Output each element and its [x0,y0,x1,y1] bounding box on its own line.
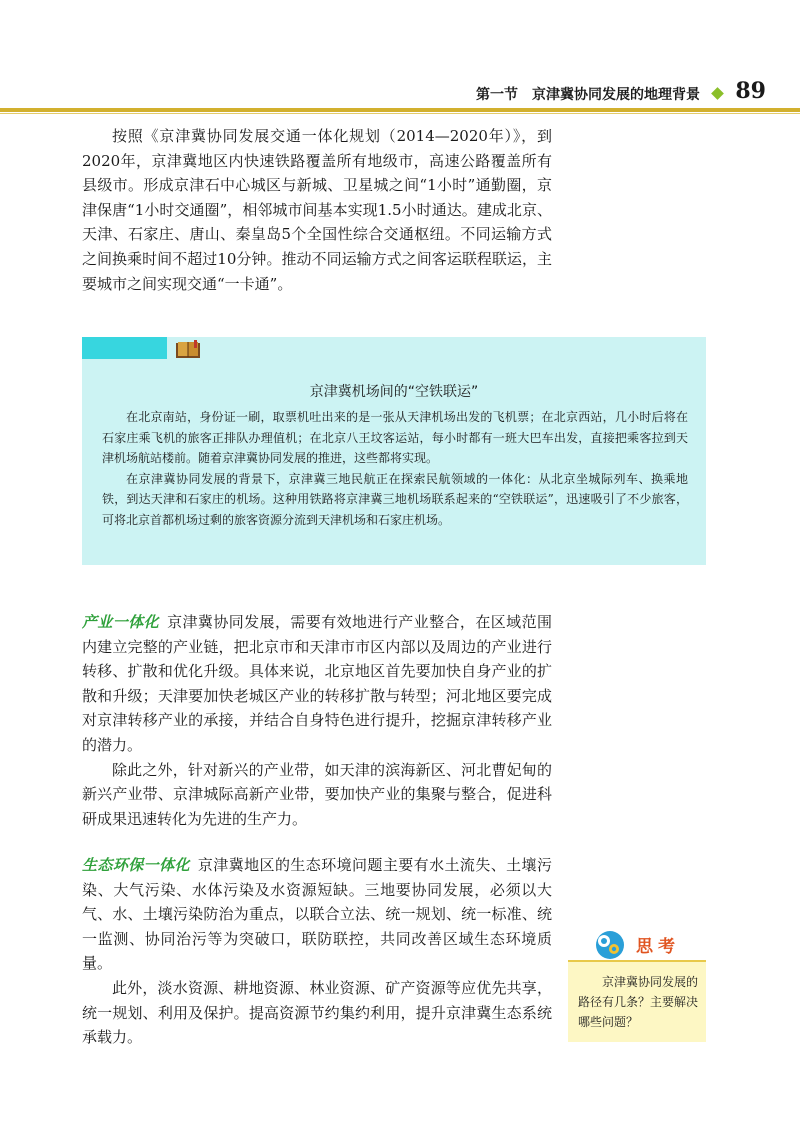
page-header [0,78,800,116]
industry-paragraph-1 [82,610,552,758]
section-label: 第一节 [476,87,518,103]
reading-box [82,337,706,565]
intro-paragraph: 按照《京津冀协同发展交通一体化规划（2014—2020年）》，到2020年，京津冀地区内快速铁路覆盖所有地级市，高速公路覆盖所有县级市。形成京津石中心城区与新城、卫星城之间“1小时”通勤圈，京津保唐“1小时交通圈”，相邻城市间基本实现1.5小时通达。建成北京、天津、石家庄、唐山、秦皇岛5个全国性综合交通枢纽。不同运输方式之间换乘时间不超过10分钟。推动不同运输方式之间客运联程联运，主要城市之间实现交通“一卡通”。 [82,127,552,293]
reading-box-title: 京津冀机场间的“空铁联运” [309,384,479,400]
diamond-icon [711,87,724,100]
header-rule [0,108,800,112]
ecology-text-1: 京津冀地区的生态环境问题主要有水土流失、土壤污染、大气污染、水体污染及水资源短缺。三地要协同发展，必须以大气、水、土壤污染防治为重点，以联合立法、统一规划、统一标准、统一监测、协同治污等为突破口，联防联控，共同改善区域生态环境质量。 [82,856,552,973]
gear-icon [590,930,628,960]
page-number: 89 [735,78,766,104]
ecology-keyword: 生态环保一体化 [82,856,190,874]
think-label: 思考 [636,937,680,957]
ecology-paragraph-1 [82,853,552,976]
think-box [568,960,706,1042]
reading-box-paragraph: 在京津冀协同发展的背景下，京津冀三地民航正在探索民航领域的一体化：从北京坐城际列车、换乘地铁，到达天津和石家庄的机场。这种用铁路将京津冀三地机场联系起来的“空铁联运”，迅速吸引了不少旅客，可将北京首都机场过剩的旅客资源分流到天津机场和石家庄机场。 [102,471,688,527]
ecology-section [82,853,552,1050]
industry-section [82,610,552,831]
ecology-paragraph-2: 此外，淡水资源、耕地资源、林业资源、矿产资源等应优先共享，统一规划、利用及保护。提高资源节约集约利用，提升京津冀生态系统承载力。 [82,978,552,1047]
reading-box-text [102,407,688,530]
industry-paragraph-2: 除此之外，针对新兴的产业带，如天津的滨海新区、河北曹妃甸的新兴产业带、京津城际高新产业带，要加快产业的集聚与整合，促进科研成果迅速转化为先进的生产力。 [82,760,552,828]
industry-text-1: 京津冀协同发展，需要有效地进行产业整合，在区域范围内建立完整的产业链，把北京市和天津市市区内部以及周边的产业进行转移、扩散和优化升级。具体来说，北京地区首先要加快自身产业的扩散和升级；天津要加快老城区产业的转移扩散与转型；河北地区要完成对京津转移产业的承接，并结合自身特色进行提升，挖掘京津转移产业的潜力。 [82,613,552,754]
think-question: 京津冀协同发展的路径有几条？主要解决哪些问题？ [578,975,699,1029]
running-title [476,84,700,104]
reading-box-paragraph: 在北京南站，身份证一刷，取票机吐出来的是一张从天津机场出发的飞机票；在北京西站，几小时后将在石家庄乘飞机的旅客正排队办理值机；在北京八王坟客运站，每小时都有一班大巴车出发，直接把乘客拉到天津机场航站楼前。随着京津冀协同发展的推进，这些都将实现。 [102,410,688,465]
industry-keyword: 产业一体化 [82,613,160,631]
header-rule-thin [0,113,800,114]
intro-paragraph-block [82,124,552,296]
book-icon [174,340,202,360]
chapter-title: 京津冀协同发展的地理背景 [532,87,700,103]
reading-box-tab [82,337,167,359]
